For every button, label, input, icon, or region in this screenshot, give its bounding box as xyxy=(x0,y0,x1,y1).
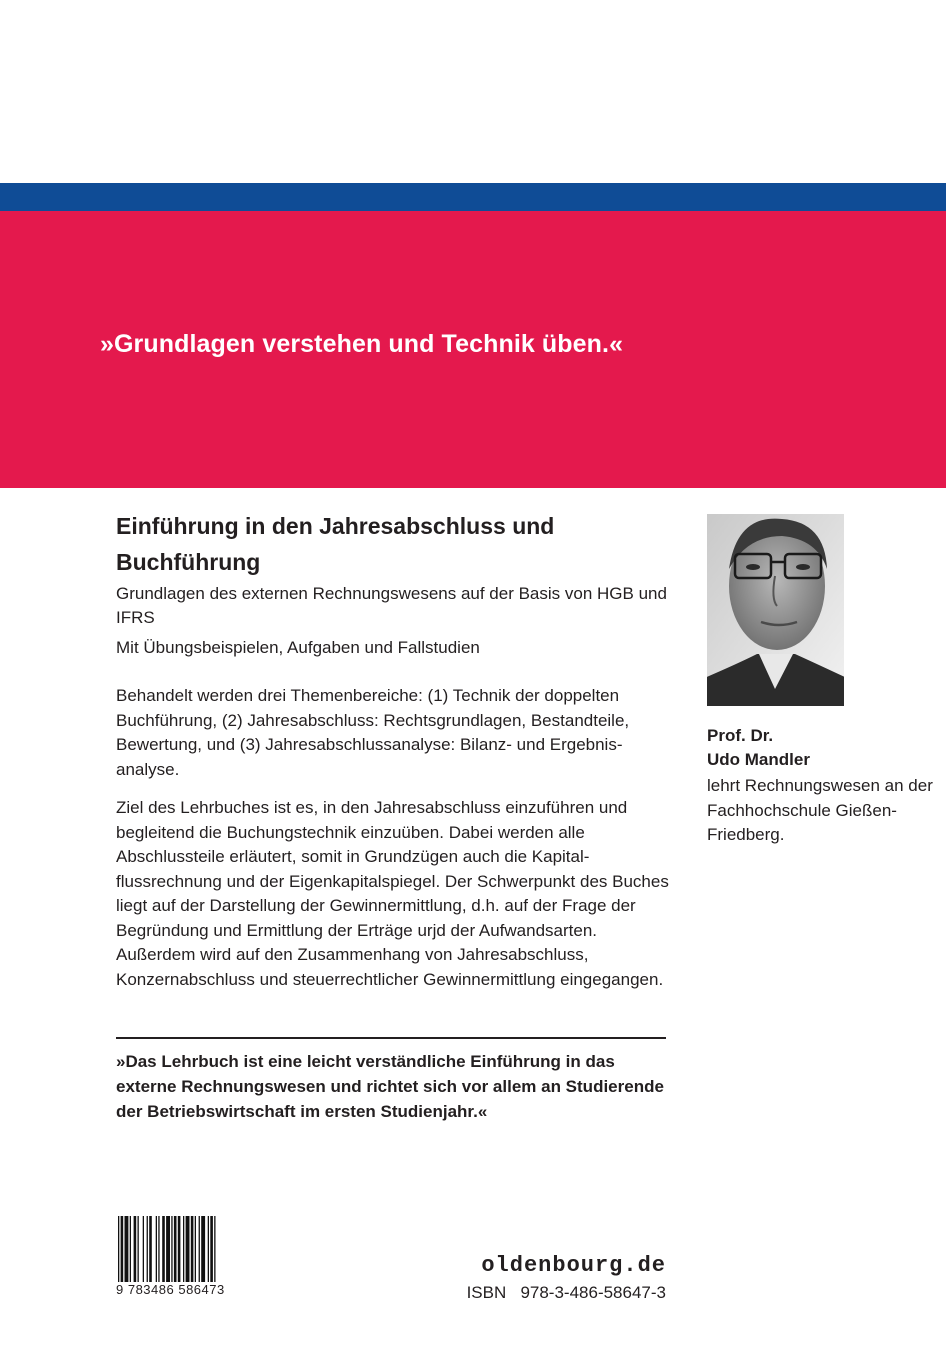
author-title: Prof. Dr. xyxy=(707,726,774,745)
isbn-number: 978-3-486-58647-3 xyxy=(520,1283,666,1302)
description-paragraph-1: Behandelt werden drei Themenbereiche: (1) Technik der doppelten Buchführung, (2) Jahresabschluss: Rechtsgrundlagen, Bestandteile, Bewertung, und (3) Jahresabschlussanalyse: Bilanz- und Ergebnisanalyse. xyxy=(116,686,630,779)
author-name: Udo Mandler xyxy=(707,750,810,769)
tagline: »Grundlagen verstehen und Technik üben.« xyxy=(100,330,624,358)
author-photo xyxy=(707,514,844,706)
blue-band xyxy=(0,183,946,211)
book-title: Einführung in den Jahresabschluss und Buchführung xyxy=(116,513,555,575)
review-quote: »Das Lehrbuch ist eine leicht verständliche Einführung in das externe Rechnungswesen und richtet sich vor allem an Studierende der Betriebswirtschaft im ersten Studienjahr.« xyxy=(116,1052,664,1121)
barcode-digits: 9 783486 586473 xyxy=(116,1282,276,1297)
isbn-label: ISBN xyxy=(466,1283,507,1302)
divider xyxy=(116,1037,666,1039)
publisher-url[interactable]: oldenbourg.de xyxy=(481,1253,666,1278)
author-bio: lehrt Rechnungswesen an der Fachhochschule Gießen-Friedberg. xyxy=(707,776,933,844)
description-paragraph-2: Ziel des Lehrbuches ist es, in den Jahresabschluss einzuführen und begleitend die Buchungstechnik einzuüben. Dabei werden alle Abschlussteile erläutert, somit in Grundzügen auch die Kapitalflussrechnung und der Eigenkapitalspiegel. Der Schwerpunkt des Buches liegt auf der Darstellung der Gewinnermittlung, d.h. auf der Frage der Begründung und Ermittlung der Erträge urjd der Aufwandsarten. Außerdem wird auf den Zusammenhang von Jahresabschluss, Konzernabschluss und steuerrechtlicher Gewinnermittlung eingegangen. xyxy=(116,798,669,989)
book-features: Mit Übungsbeispielen, Aufgaben und Fallstudien xyxy=(116,638,480,657)
book-subtitle: Grundlagen des externen Rechnungswesens auf der Basis von HGB und IFRS xyxy=(116,584,667,627)
author-portrait-icon xyxy=(707,514,844,706)
isbn xyxy=(460,1283,666,1303)
